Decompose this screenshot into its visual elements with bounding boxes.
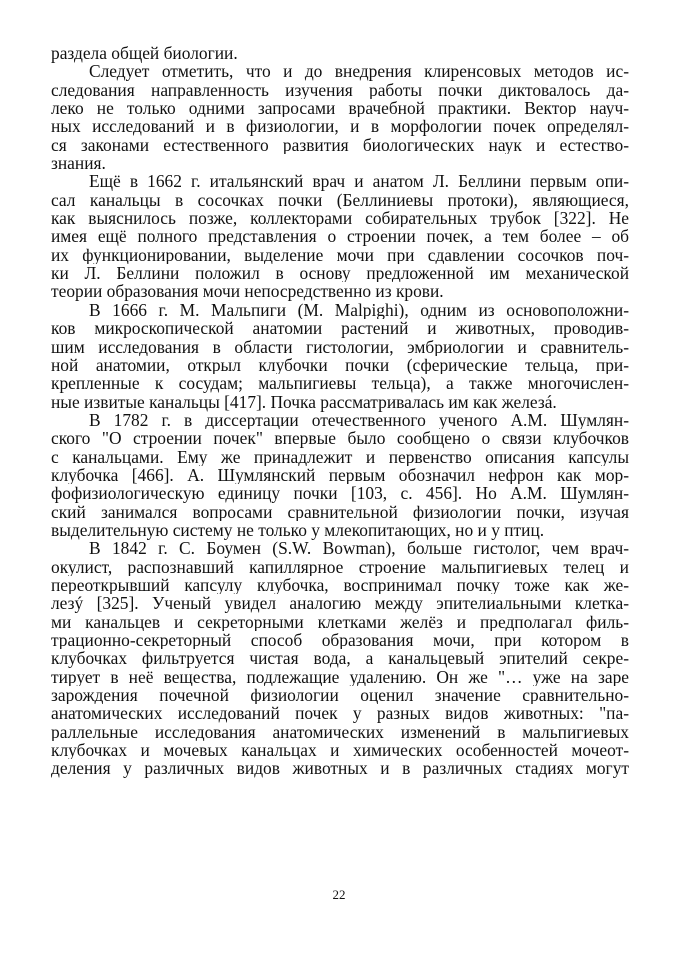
text-line: сал канальцы в сосочках почки (Беллиниевы протоки), являющиеся, <box>51 190 629 210</box>
text-line: выделительную систему не только у млекопитающих, но и у птиц. <box>51 519 545 540</box>
page-number: 22 <box>332 887 346 902</box>
text-line: Ещё в 1662 г. итальянский врач и анатом Л. Беллини первым опи- <box>89 172 629 191</box>
text-line: фофизиологическую единицу почки [103, с. 456]. Но А.М. Шумлян- <box>51 484 629 503</box>
body-text <box>51 44 629 778</box>
text-line: теории образования мочи непосредственно из крови. <box>51 281 444 302</box>
text-line: ский занимался вопросами сравнительной физиологии почки, изучая <box>51 502 629 521</box>
text-line: раллельные исследования анатомических изменений в мальпигиевых <box>51 722 629 742</box>
text-line: анатомических исследований почек у разных видов животных: "па- <box>51 704 629 723</box>
text-line: В 1842 г. С. Боумен (S.W. Bowman), больше гистолог, чем врач- <box>89 539 629 558</box>
text-line: клубочках и мочевых канальцах и химических особенностей мочеот- <box>51 741 629 760</box>
text-line: ся законами естественного развития биологических наук и естество- <box>51 135 629 155</box>
text-line: ми канальцев и секреторными клетками желёз и предполагал филь- <box>51 612 629 631</box>
text-line: как выяснилось позже, коллекторами собирательных трубок [322]. Не <box>51 209 629 228</box>
text-line: В 1782 г. в диссертации отечественного ученого А.М. Шумлян- <box>89 410 629 430</box>
text-line: тирует в неё вещества, подлежащие удалению. Он же "… уже на заре <box>51 667 629 687</box>
text-line: ной анатомии, открыл клубочки почки (сферические тельца, при- <box>51 355 629 375</box>
text-line: шим исследования в области гистологии, эмбриологии и сравнитель- <box>51 337 629 356</box>
text-line: деления у различных видов животных и в различных стадиях могут <box>51 759 629 778</box>
text-line: с канальцами. Ему же принадлежит и первенство описания капсулы <box>51 447 629 466</box>
text-line: их функционировании, выделение мочи при сдавлении сосочков поч- <box>51 245 629 265</box>
text-line: следования направленность изучения работы почки диктовалось да- <box>51 80 629 100</box>
text-line: клубочка [466]. А. Шумлянский первым обозначил нефрон как мор- <box>51 465 629 485</box>
text-line: леко не только одними запросами врачебной практики. Вектор науч- <box>51 99 629 118</box>
text-line: клубочках фильтруется чистая вода, а канальцевый эпителий секре- <box>51 649 629 668</box>
text-line: знания. <box>51 153 106 174</box>
text-line: раздела общей биологии. <box>51 43 238 63</box>
text-line: ского "О строении почек" впервые было сообщено о связи клубочков <box>51 429 629 448</box>
text-line: лезý [325]. Ученый увидел аналогию между эпителиальными клетка- <box>51 594 629 613</box>
text-line: переоткрывший капсулу клубочка, воспринимал почку тоже как же- <box>51 575 629 595</box>
text-line: ных исследований и в физиологии, и в морфологии почек определял- <box>51 117 629 136</box>
text-line: имея ещё полного представления о строении почек, а тем более – об <box>51 227 629 246</box>
text-line: ков микроскопической анатомии растений и животных, проводив- <box>51 319 629 338</box>
text-line: окулист, распознавший капиллярное строение мальпигиевых телец и <box>51 557 629 576</box>
text-line: зарождения почечной физиологии оценил значение сравнительно- <box>51 686 629 705</box>
text-line: Следует отметить, что и до внедрения клиренсовых методов ис- <box>89 62 629 81</box>
text-line: В 1666 г. М. Мальпиги (M. Malpighi), одним из основоположни- <box>89 300 629 320</box>
text-line: ные извитые канальцы [417]. Почка рассматривалась им как железá. <box>51 391 557 412</box>
text-line: ки Л. Беллини положил в основу предложенной им механической <box>51 264 629 283</box>
text-line: трационно-секреторный способ образования мочи, при котором в <box>51 631 629 650</box>
text-line: крепленные к сосудам; мальпигиевы тельца), а также многочислен- <box>51 374 629 393</box>
